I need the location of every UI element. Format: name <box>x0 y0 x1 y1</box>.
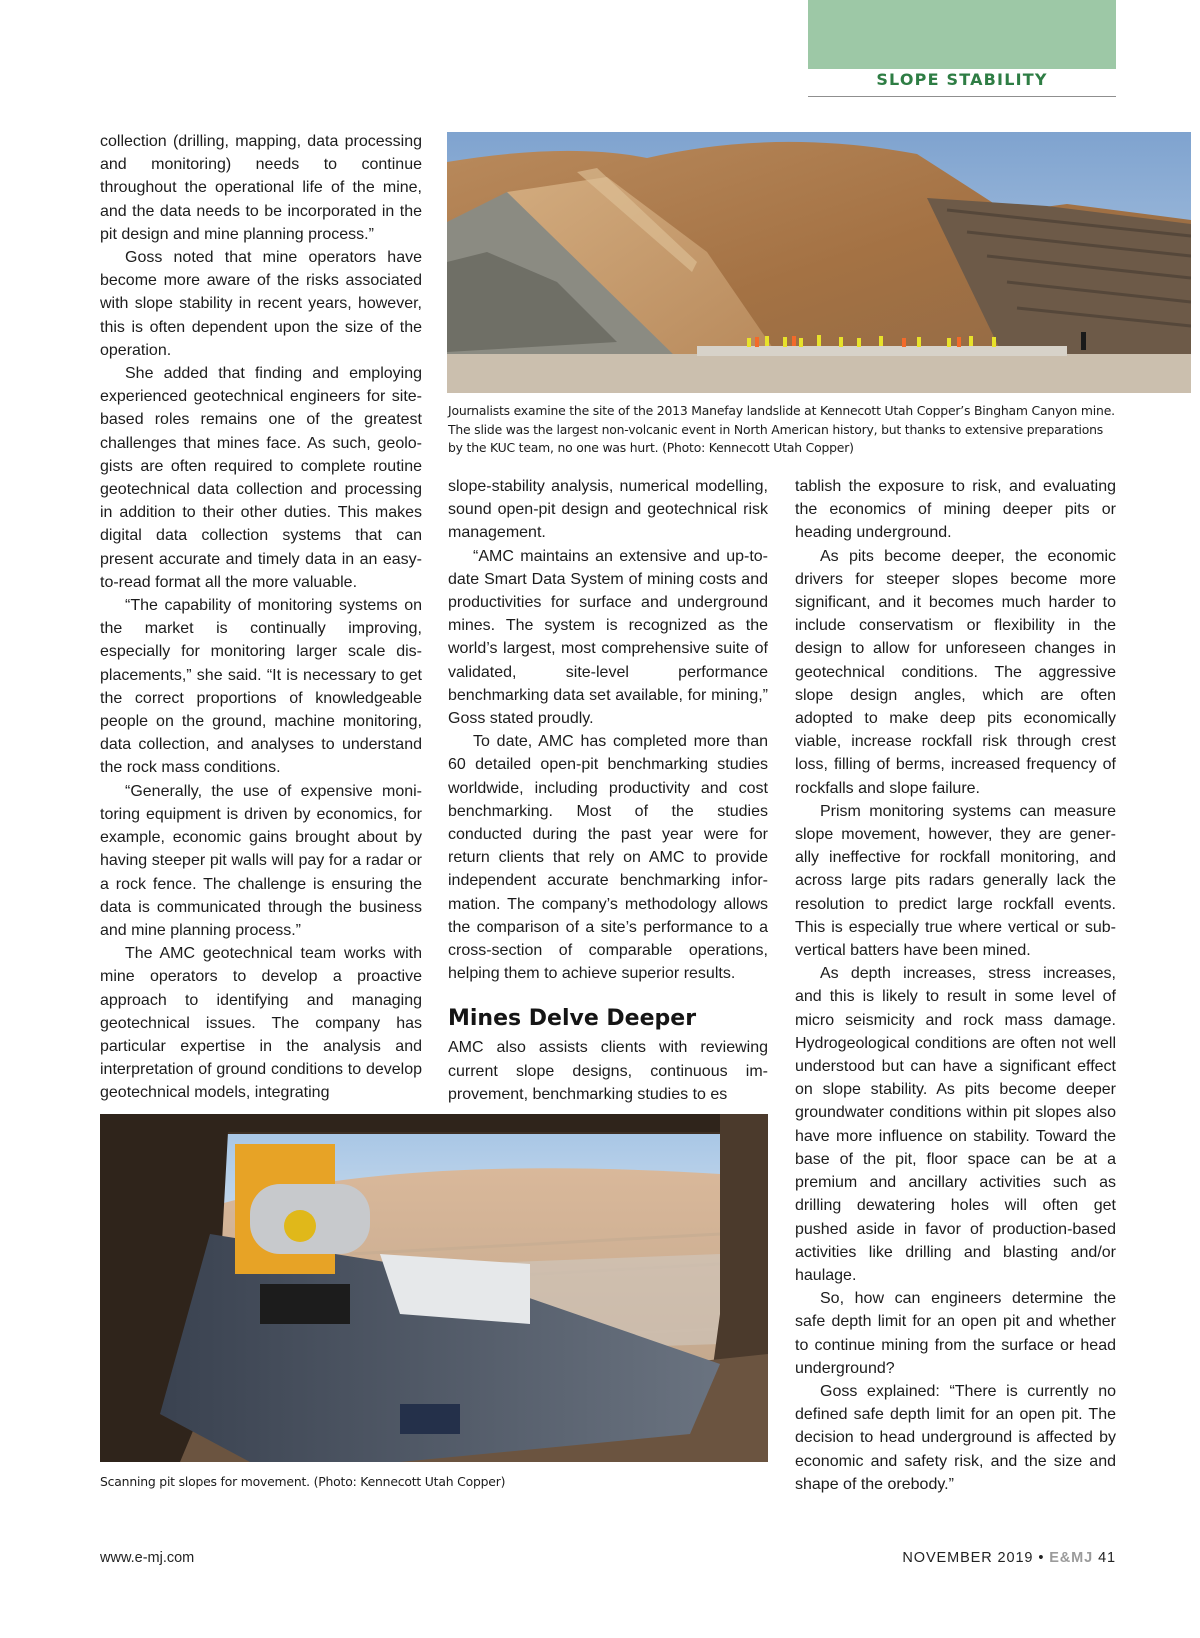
subheading: Mines Delve Deeper <box>448 1006 697 1032</box>
paragraph: collection (drilling, mapping, data processing and monitoring) needs to continue throughout the operational life of the mine, and the data needs to be incorporated in the pit design and mine planning process.” <box>100 133 422 243</box>
footer-folio <box>902 1549 1116 1567</box>
article-column-3 <box>795 475 1116 1496</box>
paragraph: So, how can engineers determine the safe depth limit for an open pit and whether to continue mining from the surface or head underground? <box>795 1290 1116 1377</box>
header-color-block <box>808 0 1116 69</box>
footer-url[interactable]: www.e-mj.com <box>100 1550 195 1566</box>
section-label: SLOPE STABILITY <box>876 70 1048 89</box>
page-number: 41 <box>1098 1550 1116 1566</box>
paragraph: Goss noted that mine operators have become more aware of the risks associated with slope stability in recent years, however, this is often dependent upon the size of the operation. <box>100 249 422 359</box>
article-column-1 <box>100 130 422 1105</box>
paragraph: tablish the exposure to risk, and evaluating the economics of mining deeper pits or heading underground. <box>795 478 1116 542</box>
paragraph: As pits become deeper, the economic drivers for steeper slopes become more significant, and it becomes much harder to include conservatism or flexibility in the design to allow for unforeseen changes in geotechnical conditions. The aggressive slope design angles, which are often adopted to make deep pits economically viable, increase rockfall risk through crest loss, filling of berms, increased frequency of rockfalls and slope failure. <box>795 547 1116 797</box>
slope-scanner-photo <box>100 1114 768 1462</box>
top-photo-caption: Journalists examine the site of the 2013 Manefay landslide at Kennecott Utah Copper’s Bingham Canyon mine. The slide was the largest non-volcanic event in North American history, but thanks to extensive preparations by the KUC team, no one was hurt. (Photo: Kennecott Utah Copper) <box>448 403 1115 455</box>
paragraph: slope-stability analysis, numerical modelling, sound open-pit design and geotechnical risk management. <box>448 478 768 542</box>
article-column-2 <box>448 475 768 1106</box>
paragraph: As depth increases, stress increases, and this is likely to result in some level of micro seismicity and rock mass damage. Hydrogeological conditions are often not well understood but can have a significant effect on slope stability. As pits become deeper groundwater conditions within pit slopes also have more influence on stability. Toward the base of the pit, floor space can be at a premium and ancillary activities such as drilling dewatering holes will often get pushed aside in favor of production-based activities like drilling and blasting and/or haulage. <box>795 965 1116 1284</box>
paragraph: Prism monitoring systems can measure slope movement, however, they are generally ineffective for rockfall monitoring, and across large pits radars generally lack the resolution to predict large rockfall events. This is especially true where vertical or sub-vertical batters have been mined. <box>795 802 1116 960</box>
paragraph: “The capability of monitoring systems on the market is continually improving, especially for monitoring larger scale displacements,” she said. “It is necessary to get the correct proportions of knowledgeable people on the ground, machine monitoring, data collection, and analyses to understand the rock mass conditions. <box>100 597 422 777</box>
paragraph: The AMC geotechnical team works with mine operators to develop a proactive approach to identifying and managing geotechnical issues. The company has particular expertise in the analysis and interpretation of ground conditions to develop geotechnical models, integrating <box>100 945 422 1102</box>
bottom-photo-caption: Scanning pit slopes for movement. (Photo: Kennecott Utah Copper) <box>100 1474 506 1489</box>
landslide-site-photo <box>447 132 1191 393</box>
paragraph: “Generally, the use of expensive monitoring equipment is driven by economics, for example, economic gains brought about by having steeper pit walls will pay for a radar or a rock fence. The challenge is ensuring the data is communicated through the business and mine planning process.” <box>100 782 422 939</box>
footer-brand: E&MJ <box>1049 1550 1094 1566</box>
paragraph: AMC also assists clients with reviewing current slope designs, continuous improvement, benchmarking studies to es <box>448 1039 768 1103</box>
paragraph: “AMC maintains an extensive and up-to-date Smart Data System of mining costs and productivities for surface and underground mines. The system is recognized as the world’s largest, most comprehensive suite of validated, site-level performance benchmarking data set available, for mining,” Goss stated proudly. <box>448 547 768 728</box>
footer-issue: NOVEMBER 2019 • <box>902 1550 1050 1566</box>
paragraph: Goss explained: “There is currently no defined safe depth limit for an open pit. The decision to head underground is affected by economic and safety risk, and the size and shape of the orebody.” <box>795 1382 1116 1493</box>
paragraph: She added that finding and employing experienced geotechnical engineers for site-based roles remains one of the greatest challenges that mines face. As such, geologists are often required to complete routine geotechnical data collection and processing in addition to their other duties. This makes digital data collection systems that can present accurate and timely data in an easy-to-read format all the more valuable. <box>100 365 422 591</box>
paragraph: To date, AMC has completed more than 60 detailed open-pit benchmarking studies worldwide, including productivity and cost benchmarking. Most of the studies conducted during the past year were for return clients that rely on AMC to provide independent accurate benchmarking information. The company’s methodology allows the comparison of a site’s performance to a cross-section of comparable operations, helping them to achieve superior results. <box>448 733 768 983</box>
header-rule <box>808 96 1116 97</box>
